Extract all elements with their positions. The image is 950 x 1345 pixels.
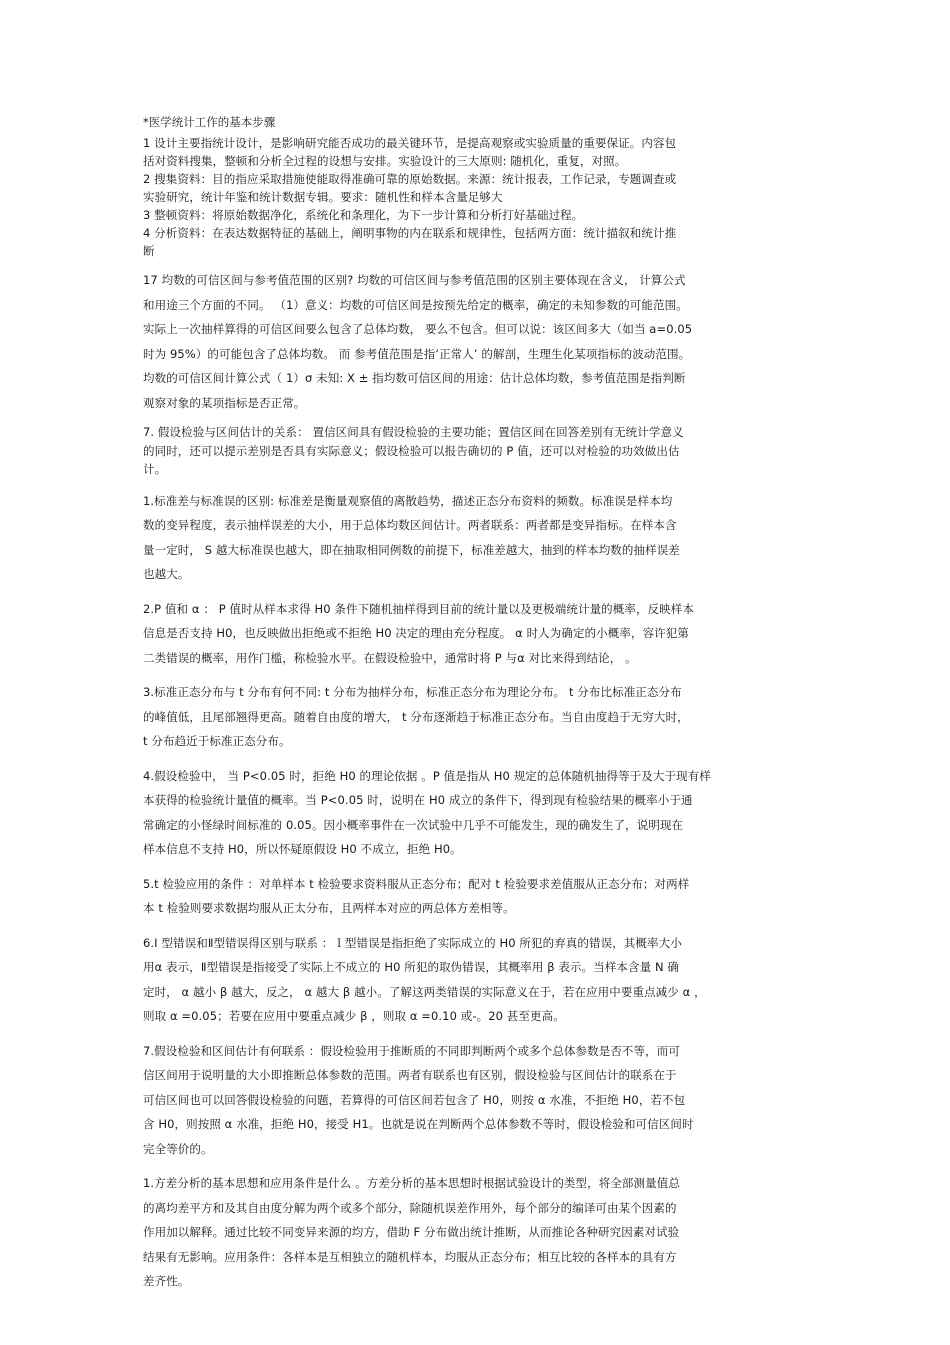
paragraph: [143, 931, 808, 1029]
text-line: 时为 95%）的可能包含了总体均数。 而 参考值范围是指‘正常人’ 的解剖，生理生化某项指标的波动范围。: [143, 346, 691, 361]
text-line: 含 H0，则按照 α 水准，拒绝 H0，接受 H1。也就是说在判断两个总体参数不等时，假设检验和可信区间时: [143, 1117, 694, 1131]
text-line: 实际上一次抽样算得的可信区间要么包含了总体均数， 要么不包含。但可以说：该区间多大（如当 a=0.05: [143, 322, 693, 336]
text-line: 计。: [143, 462, 167, 476]
text-line: 二类错误的概率，用作门槛，称检验水平。在假设检验中，通常时将 P 与α 对比来得到结论， 。: [143, 650, 637, 665]
text-line: 2 搜集资料：目的指应采取措施使能取得准确可靠的原始数据。来源：统计报表，工作记录，专题调查或: [143, 172, 677, 186]
text-line: 数的变异程度，表示抽样误差的大小，用于总体均数区间估计。两者联系：两者都是变异指标。在样本含: [143, 518, 677, 532]
text-line: 作用加以解释。通过比较不同变异来源的均方，借助 F 分布做出统计推断，从而推论各种研究因素对试验: [143, 1225, 680, 1239]
text-line: 3.标准正态分布与 t 分布有何不同: t 分布为抽样分布，标准正态分布为理论分布。 t 分布比标准正态分布: [143, 685, 682, 699]
text-line: 样本信息不支持 H0，所以怀疑原假设 H0 不成立，拒绝 H0。: [143, 842, 462, 856]
text-line: 均数的可信区间计算公式（ 1）σ 未知: X ± 指均数可信区间的用途：估计总体均数，参考值范围是指判断: [143, 371, 686, 385]
text-line: 用α 表示，Ⅱ型错误是指接受了实际上不成立的 H0 所犯的取伪错误，其概率用 β 表示。当样本含量 N 确: [143, 960, 680, 974]
document-sections: [143, 134, 808, 1294]
paragraph: [143, 872, 808, 921]
paragraph: [143, 1171, 808, 1294]
text-line: 信息是否支持 H0，也反映做出拒绝或不拒绝 H0 决定的理由充分程度。 α 时人为确定的小概率，容许犯第: [143, 626, 689, 640]
text-line: 3 整顿资料：将原始数据净化，系统化和条理化，为下一步计算和分析打好基础过程。: [143, 208, 584, 222]
text-line: t 分布趋近于标准正态分布。: [143, 734, 291, 748]
text-line: 7. 假设检验与区间估计的关系： 置信区间具有假设检验的主要功能；置信区间在回答差别有无统计学意义: [143, 425, 684, 439]
paragraph: [143, 764, 808, 862]
text-line: 7.假设检验和区间估计有何联系 ：假设检验用于推断质的不同即判断两个或多个总体参数是否不等，而可: [143, 1043, 680, 1058]
text-line: 的峰值低，且尾部翘得更高。随着自由度的增大， t 分布逐渐趋于标准正态分布。当自由度趋于无穷大时，: [143, 709, 689, 724]
paragraph: [143, 1039, 808, 1162]
text-line: 本获得的检验统计量值的概率。当 P<0.05 时，说明在 H0 成立的条件下，得到现有检验结果的概率小于通: [143, 793, 693, 807]
document-body: [143, 114, 808, 1294]
text-line: 括对资料搜集，整顿和分析全过程的设想与安排。实验设计的三大原则: 随机化，重复，对照。: [143, 154, 627, 168]
text-line: 1.方差分析的基本思想和应用条件是什么 。方差分析的基本思想时根据试验设计的类型，将全部测量值总: [143, 1176, 680, 1190]
text-line: 信区间用于说明量的大小即推断总体参数的范围。两者有联系也有区别，假设检验与区间估计的联系在于: [143, 1068, 677, 1082]
text-line: 观察对象的某项指标是否正常。: [143, 395, 306, 410]
text-line: 差齐性。: [143, 1274, 190, 1288]
paragraph: [143, 134, 808, 260]
text-line: 完全等价的。: [143, 1141, 213, 1156]
text-line: 的离均差平方和及其自由度分解为两个或多个部分，除随机误差作用外，每个部分的编译可由某个因素的: [143, 1200, 677, 1215]
text-line: 则取 α =0.05；若要在应用中要重点减少 β ，则取 α =0.10 或-。20 甚至更高。: [143, 1009, 565, 1023]
text-line: 本 t 检验则要求数据均服从正太分布，且两样本对应的两总体方差相等。: [143, 901, 515, 915]
text-line: 常确定的小怪绿时间标准的 0.05。因小概率事件在一次试验中几乎不可能发生，现的确发生了，说明现在: [143, 817, 684, 832]
text-line: 结果有无影响。应用条件：各样本是互相独立的随机样本，均服从正态分布；相互比较的各样本的具有方: [143, 1249, 677, 1264]
text-line: 4 分析资料：在表达数据特征的基础上，阐明事物的内在联系和规律性，包括两方面：统计描叙和统计推: [143, 226, 677, 240]
text-line: 4.假设检验中， 当 P<0.05 时，拒绝 H0 的理论依据 。P 值是指从 H0 规定的总体随机抽得等于及大于现有样: [143, 768, 711, 783]
paragraph: [143, 680, 808, 754]
text-line: 断: [143, 244, 155, 258]
text-line: 实验研究，统计年鉴和统计数据专辑。要求：随机性和样本含量足够大: [143, 190, 503, 204]
text-line: 6.I 型错误和Ⅱ型错误得区别与联系 ：Ｉ型错误是指拒绝了实际成立的 H0 所犯的弃真的错误，其概率大小: [143, 935, 682, 950]
text-line: 也越大。: [143, 567, 190, 581]
text-line: 可信区间也可以回答假设检验的问题，若算得的可信区间若包含了 H0，则按 α 水准，不拒绝 H0，若不包: [143, 1092, 686, 1107]
document-title: *医学统计工作的基本步骤: [143, 115, 276, 129]
paragraph: [143, 597, 808, 671]
text-line: 1.标准差与标准误的区别: 标准差是衡量观察值的离散趋势，描述正态分布资料的频数。标准误是样本均: [143, 493, 673, 508]
text-line: 的同时，还可以提示差别是否具有实际意义；假设检验可以报告确切的 P 值，还可以对检验的功效做出估: [143, 443, 680, 458]
text-line: 1 设计主要指统计设计，是影响研究能否成功的最关键环节，是提高观察或实验质量的重要保证。内容包: [143, 136, 677, 150]
text-line: 和用途三个方面的不同。 （1）意义：均数的可信区间是按预先给定的概率，确定的未知参数的可能范围。: [143, 297, 688, 312]
paragraph: [143, 423, 808, 479]
text-line: 定时， α 越小 β 越大，反之， α 越大 β 越小。了解这两类错误的实际意义在于，若在应用中要重点减少 α ，: [143, 984, 706, 999]
paragraph: [143, 489, 808, 587]
text-line: 量一定时， S 越大标准误也越大，即在抽取相同例数的前提下，标准差越大，抽到的样本均数的抽样误差: [143, 542, 680, 557]
text-line: 17 均数的可信区间与参考值范围的区别? 均数的可信区间与参考值范围的区别主要体现在含义， 计算公式: [143, 273, 686, 287]
text-line: 5.t 检验应用的条件 ：对单样本 t 检验要求资料服从正态分布；配对 t 检验要求差值服从正态分布；对两样: [143, 876, 690, 891]
paragraph: [143, 268, 808, 415]
text-line: 2.P 值和 α ： P 值时从样本求得 H0 条件下随机抽样得到目前的统计量以及更极端统计量的概率，反映样本: [143, 601, 694, 616]
